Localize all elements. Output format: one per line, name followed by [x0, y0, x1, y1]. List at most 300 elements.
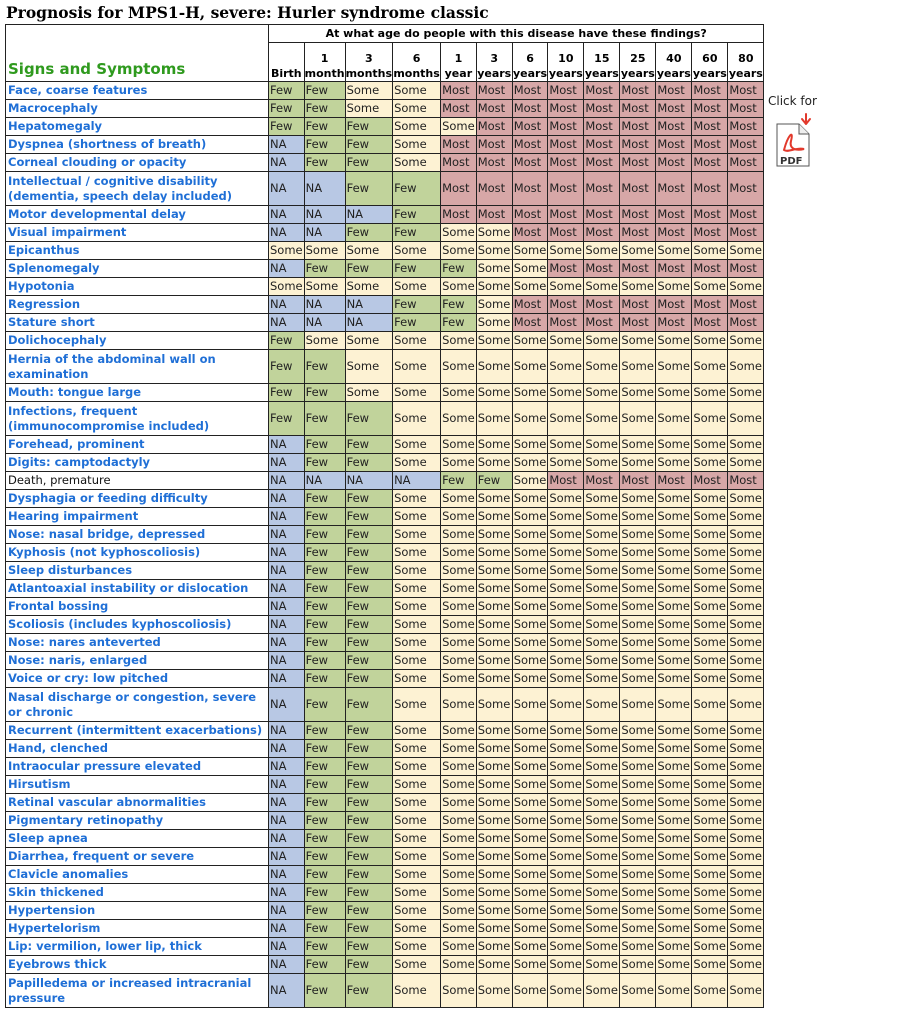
frequency-cell: Some: [584, 670, 620, 688]
symptom-link[interactable]: Nasal discharge or congestion, severe or chronic: [6, 688, 269, 722]
age-header: [304, 43, 345, 82]
frequency-cell: Most: [441, 206, 477, 224]
frequency-cell: Most: [656, 136, 692, 154]
frequency-cell: Some: [393, 454, 441, 472]
frequency-cell: Some: [548, 526, 584, 544]
frequency-cell: Few: [345, 436, 393, 454]
age-header-bottom: years: [692, 67, 727, 80]
frequency-cell: Few: [393, 296, 441, 314]
frequency-cell: NA: [269, 794, 305, 812]
frequency-cell: Some: [728, 740, 764, 758]
frequency-cell: Some: [512, 562, 548, 580]
frequency-cell: Some: [548, 332, 584, 350]
frequency-cell: NA: [304, 314, 345, 332]
symptom-link[interactable]: Diarrhea, frequent or severe: [6, 848, 269, 866]
frequency-cell: Some: [692, 652, 728, 670]
frequency-cell: Few: [269, 82, 305, 100]
age-header-bottom: years: [620, 67, 655, 80]
frequency-cell: Some: [656, 616, 692, 634]
frequency-cell: Most: [584, 136, 620, 154]
frequency-cell: Some: [728, 562, 764, 580]
frequency-cell: Some: [393, 634, 441, 652]
frequency-cell: Some: [620, 278, 656, 296]
frequency-cell: NA: [269, 436, 305, 454]
frequency-cell: Some: [512, 544, 548, 562]
frequency-cell: Some: [620, 402, 656, 436]
frequency-cell: NA: [304, 224, 345, 242]
frequency-cell: Some: [441, 830, 477, 848]
frequency-cell: Some: [393, 866, 441, 884]
frequency-cell: Some: [304, 332, 345, 350]
frequency-cell: Some: [476, 314, 512, 332]
frequency-cell: Some: [548, 350, 584, 384]
frequency-cell: Some: [393, 812, 441, 830]
symptom-link[interactable]: Face, coarse features: [6, 82, 269, 100]
frequency-cell: Some: [728, 544, 764, 562]
table-row: [6, 118, 764, 136]
frequency-cell: Some: [393, 562, 441, 580]
frequency-cell: Most: [692, 172, 728, 206]
table-row: [6, 758, 764, 776]
frequency-cell: Some: [584, 436, 620, 454]
frequency-cell: NA: [345, 206, 393, 224]
age-header: [548, 43, 584, 82]
frequency-cell: Some: [584, 598, 620, 616]
frequency-cell: Some: [692, 436, 728, 454]
frequency-cell: Some: [512, 260, 548, 278]
frequency-cell: Some: [269, 278, 305, 296]
frequency-cell: Some: [620, 242, 656, 260]
frequency-cell: Few: [345, 154, 393, 172]
frequency-cell: Some: [441, 866, 477, 884]
frequency-cell: Some: [441, 436, 477, 454]
frequency-cell: Most: [584, 224, 620, 242]
table-row: [6, 670, 764, 688]
symptom-link[interactable]: Voice or cry: low pitched: [6, 670, 269, 688]
frequency-cell: Some: [476, 544, 512, 562]
frequency-cell: Some: [548, 866, 584, 884]
frequency-cell: Some: [548, 616, 584, 634]
frequency-cell: Some: [393, 848, 441, 866]
frequency-cell: NA: [269, 902, 305, 920]
frequency-cell: Few: [269, 402, 305, 436]
frequency-cell: Some: [656, 688, 692, 722]
table-row: [6, 580, 764, 598]
frequency-cell: Most: [548, 100, 584, 118]
frequency-cell: Some: [656, 436, 692, 454]
frequency-cell: Most: [620, 314, 656, 332]
frequency-cell: Some: [304, 278, 345, 296]
frequency-cell: Some: [728, 242, 764, 260]
frequency-cell: Some: [548, 848, 584, 866]
frequency-cell: Some: [548, 598, 584, 616]
symptom-link[interactable]: Visual impairment: [6, 224, 269, 242]
symptom-link[interactable]: Epicanthus: [6, 242, 269, 260]
frequency-cell: Some: [692, 688, 728, 722]
frequency-cell: Some: [548, 634, 584, 652]
frequency-cell: Some: [512, 242, 548, 260]
frequency-cell: Most: [512, 100, 548, 118]
frequency-cell: Some: [476, 688, 512, 722]
age-header-bottom: months: [345, 67, 393, 80]
symptom-link[interactable]: Retinal vascular abnormalities: [6, 794, 269, 812]
frequency-cell: Some: [548, 938, 584, 956]
frequency-cell: Some: [441, 526, 477, 544]
symptom-link[interactable]: Eyebrows thick: [6, 956, 269, 974]
symptom-link[interactable]: Lip: vermilion, lower lip, thick: [6, 938, 269, 956]
frequency-cell: Some: [393, 740, 441, 758]
symptom-link[interactable]: Recurrent (intermittent exacerbations): [6, 722, 269, 740]
frequency-cell: NA: [269, 830, 305, 848]
frequency-cell: Some: [345, 242, 393, 260]
frequency-cell: Most: [656, 260, 692, 278]
frequency-cell: Some: [393, 758, 441, 776]
frequency-cell: Some: [584, 526, 620, 544]
age-header-bottom: month: [304, 67, 345, 80]
age-question-header: At what age do people with this disease have these findings?: [269, 25, 764, 43]
frequency-cell: Most: [728, 472, 764, 490]
table-row: [6, 562, 764, 580]
frequency-cell: Most: [656, 100, 692, 118]
frequency-cell: Some: [393, 136, 441, 154]
frequency-cell: Some: [441, 884, 477, 902]
symptom-link[interactable]: Hirsutism: [6, 776, 269, 794]
symptom-link[interactable]: Stature short: [6, 314, 269, 332]
symptom-link[interactable]: Hypertelorism: [6, 920, 269, 938]
frequency-cell: NA: [269, 206, 305, 224]
frequency-cell: Few: [441, 314, 477, 332]
frequency-cell: Few: [304, 136, 345, 154]
symptom-link[interactable]: Clavicle anomalies: [6, 866, 269, 884]
frequency-cell: Some: [476, 830, 512, 848]
frequency-cell: Some: [728, 634, 764, 652]
frequency-cell: Most: [584, 172, 620, 206]
frequency-cell: Some: [656, 830, 692, 848]
symptom-link[interactable]: Pigmentary retinopathy: [6, 812, 269, 830]
frequency-cell: Some: [393, 508, 441, 526]
symptom-link[interactable]: Scoliosis (includes kyphoscoliosis): [6, 616, 269, 634]
frequency-cell: Some: [548, 242, 584, 260]
frequency-cell: Few: [345, 722, 393, 740]
frequency-cell: Some: [692, 350, 728, 384]
frequency-cell: Some: [656, 350, 692, 384]
frequency-cell: Some: [512, 384, 548, 402]
frequency-cell: Some: [728, 616, 764, 634]
frequency-cell: NA: [269, 812, 305, 830]
frequency-cell: Some: [584, 722, 620, 740]
frequency-cell: Some: [692, 776, 728, 794]
frequency-cell: Some: [393, 100, 441, 118]
frequency-cell: Few: [345, 812, 393, 830]
frequency-cell: Some: [476, 938, 512, 956]
frequency-cell: Most: [620, 136, 656, 154]
frequency-cell: Some: [584, 884, 620, 902]
frequency-cell: Some: [728, 956, 764, 974]
frequency-cell: Some: [584, 350, 620, 384]
frequency-cell: Most: [548, 118, 584, 136]
frequency-cell: Some: [656, 402, 692, 436]
frequency-cell: Most: [692, 206, 728, 224]
symptom-link[interactable]: Dysphagia or feeding difficulty: [6, 490, 269, 508]
table-row: [6, 722, 764, 740]
table-row: [6, 278, 764, 296]
frequency-cell: Some: [393, 920, 441, 938]
frequency-cell: NA: [304, 206, 345, 224]
frequency-cell: Most: [692, 472, 728, 490]
pdf-download: [768, 94, 828, 167]
frequency-cell: Some: [620, 688, 656, 722]
frequency-cell: Most: [656, 314, 692, 332]
table-row: [6, 172, 764, 206]
frequency-cell: Some: [548, 920, 584, 938]
frequency-cell: Some: [584, 616, 620, 634]
frequency-cell: Some: [548, 278, 584, 296]
frequency-cell: Some: [620, 794, 656, 812]
frequency-cell: Some: [512, 526, 548, 544]
symptom-link[interactable]: Atlantoaxial instability or dislocation: [6, 580, 269, 598]
frequency-cell: NA: [269, 260, 305, 278]
symptom-link[interactable]: Kyphosis (not kyphoscoliosis): [6, 544, 269, 562]
frequency-cell: Some: [548, 722, 584, 740]
frequency-cell: Some: [692, 598, 728, 616]
symptom-link[interactable]: Corneal clouding or opacity: [6, 154, 269, 172]
symptom-link[interactable]: Dyspnea (shortness of breath): [6, 136, 269, 154]
age-header-top: 25: [630, 52, 646, 65]
frequency-cell: Some: [620, 956, 656, 974]
frequency-cell: Few: [304, 812, 345, 830]
symptom-link[interactable]: Skin thickened: [6, 884, 269, 902]
frequency-cell: Few: [269, 350, 305, 384]
frequency-cell: Some: [512, 472, 548, 490]
frequency-cell: Some: [512, 508, 548, 526]
frequency-cell: Some: [393, 526, 441, 544]
age-header-top: 3: [490, 52, 499, 65]
table-row: [6, 884, 764, 902]
frequency-cell: Some: [476, 454, 512, 472]
frequency-cell: Some: [393, 652, 441, 670]
symptom-link[interactable]: Hand, clenched: [6, 740, 269, 758]
frequency-cell: Few: [345, 794, 393, 812]
frequency-cell: Most: [728, 82, 764, 100]
frequency-cell: Some: [476, 740, 512, 758]
symptom-link[interactable]: Frontal bossing: [6, 598, 269, 616]
frequency-cell: Some: [441, 652, 477, 670]
symptom-link[interactable]: Hearing impairment: [6, 508, 269, 526]
frequency-cell: Some: [548, 670, 584, 688]
frequency-cell: Some: [656, 242, 692, 260]
frequency-cell: Few: [345, 866, 393, 884]
symptom-link[interactable]: Intraocular pressure elevated: [6, 758, 269, 776]
frequency-cell: Some: [620, 920, 656, 938]
frequency-cell: Few: [304, 956, 345, 974]
frequency-cell: Some: [692, 884, 728, 902]
symptom-link[interactable]: Hypotonia: [6, 278, 269, 296]
frequency-cell: Some: [548, 758, 584, 776]
frequency-cell: Some: [441, 634, 477, 652]
pdf-icon[interactable]: [772, 113, 816, 169]
frequency-cell: Some: [512, 490, 548, 508]
symptom-link[interactable]: Papilledema or increased intracranial pressure: [6, 974, 269, 1008]
symptom-link[interactable]: Hypertension: [6, 902, 269, 920]
symptom-link[interactable]: Hernia of the abdominal wall on examination: [6, 350, 269, 384]
frequency-cell: NA: [269, 848, 305, 866]
frequency-cell: Some: [512, 580, 548, 598]
frequency-cell: Most: [476, 82, 512, 100]
symptom-link[interactable]: Hepatomegaly: [6, 118, 269, 136]
frequency-cell: Some: [584, 652, 620, 670]
symptom-link[interactable]: Regression: [6, 296, 269, 314]
age-header-top: 60: [702, 52, 718, 65]
frequency-cell: Few: [304, 740, 345, 758]
symptom-link[interactable]: Splenomegaly: [6, 260, 269, 278]
frequency-cell: Some: [441, 938, 477, 956]
frequency-cell: Some: [620, 902, 656, 920]
frequency-cell: Few: [345, 544, 393, 562]
frequency-cell: Some: [584, 562, 620, 580]
frequency-cell: NA: [269, 670, 305, 688]
symptom-link[interactable]: Sleep apnea: [6, 830, 269, 848]
frequency-cell: Most: [512, 296, 548, 314]
frequency-cell: Most: [656, 206, 692, 224]
frequency-cell: Most: [620, 224, 656, 242]
table-row: [6, 296, 764, 314]
frequency-cell: Some: [692, 920, 728, 938]
frequency-cell: Most: [584, 472, 620, 490]
frequency-cell: Some: [393, 616, 441, 634]
symptom-link[interactable]: Forehead, prominent: [6, 436, 269, 454]
signs-header: Signs and Symptoms: [6, 25, 269, 82]
frequency-cell: Some: [441, 490, 477, 508]
table-row: [6, 544, 764, 562]
frequency-cell: Few: [441, 260, 477, 278]
symptom-link[interactable]: Infections, frequent (immunocompromise included): [6, 402, 269, 436]
symptom-link[interactable]: Dolichocephaly: [6, 332, 269, 350]
frequency-cell: Most: [441, 100, 477, 118]
frequency-cell: Few: [304, 580, 345, 598]
frequency-cell: Some: [692, 242, 728, 260]
frequency-cell: Some: [584, 544, 620, 562]
symptom-link[interactable]: Nose: nares anteverted: [6, 634, 269, 652]
frequency-cell: Few: [441, 296, 477, 314]
frequency-cell: Some: [656, 454, 692, 472]
symptom-link[interactable]: Mouth: tongue large: [6, 384, 269, 402]
frequency-cell: Some: [584, 454, 620, 472]
table-row: [6, 100, 764, 118]
frequency-cell: Few: [304, 848, 345, 866]
frequency-cell: Some: [620, 848, 656, 866]
frequency-cell: Most: [728, 296, 764, 314]
symptom-link[interactable]: Digits: camptodactyly: [6, 454, 269, 472]
age-header-bottom: years: [548, 67, 583, 80]
frequency-cell: Some: [393, 580, 441, 598]
frequency-cell: Most: [620, 82, 656, 100]
frequency-cell: Some: [476, 242, 512, 260]
frequency-cell: Most: [441, 136, 477, 154]
frequency-cell: NA: [269, 472, 305, 490]
frequency-cell: Most: [584, 82, 620, 100]
frequency-cell: Some: [512, 652, 548, 670]
symptom-link[interactable]: Intellectual / cognitive disability (dementia, speech delay included): [6, 172, 269, 206]
frequency-cell: Few: [304, 902, 345, 920]
frequency-cell: Some: [728, 670, 764, 688]
frequency-cell: Some: [620, 454, 656, 472]
frequency-cell: Some: [548, 884, 584, 902]
frequency-cell: Few: [345, 938, 393, 956]
frequency-cell: Some: [656, 884, 692, 902]
frequency-cell: Some: [728, 436, 764, 454]
frequency-cell: Most: [728, 206, 764, 224]
frequency-cell: NA: [269, 866, 305, 884]
frequency-cell: Some: [692, 866, 728, 884]
frequency-cell: Most: [476, 206, 512, 224]
frequency-cell: Some: [620, 580, 656, 598]
frequency-cell: Some: [441, 332, 477, 350]
frequency-cell: NA: [269, 154, 305, 172]
symptom-link[interactable]: Sleep disturbances: [6, 562, 269, 580]
table-row: [6, 956, 764, 974]
frequency-cell: NA: [269, 758, 305, 776]
frequency-cell: Some: [584, 866, 620, 884]
age-header-top: 3: [365, 52, 373, 65]
frequency-cell: Most: [548, 296, 584, 314]
age-header-bottom: months: [393, 67, 440, 80]
frequency-cell: Some: [728, 758, 764, 776]
frequency-cell: Some: [584, 242, 620, 260]
frequency-cell: Most: [692, 296, 728, 314]
frequency-cell: Some: [728, 938, 764, 956]
frequency-cell: Few: [269, 118, 305, 136]
symptom-link[interactable]: Nose: naris, enlarged: [6, 652, 269, 670]
frequency-cell: Some: [692, 454, 728, 472]
age-header: [345, 43, 393, 82]
frequency-cell: Some: [584, 920, 620, 938]
frequency-cell: Some: [393, 118, 441, 136]
age-header-top: 15: [594, 52, 610, 65]
frequency-cell: Most: [584, 118, 620, 136]
frequency-cell: Some: [393, 938, 441, 956]
frequency-cell: Some: [584, 776, 620, 794]
frequency-cell: Some: [393, 332, 441, 350]
frequency-cell: Some: [345, 278, 393, 296]
frequency-cell: Some: [441, 544, 477, 562]
frequency-cell: Some: [345, 350, 393, 384]
frequency-cell: Some: [692, 490, 728, 508]
symptom-link[interactable]: Nose: nasal bridge, depressed: [6, 526, 269, 544]
frequency-cell: Some: [393, 902, 441, 920]
frequency-cell: Some: [441, 616, 477, 634]
frequency-cell: Some: [656, 634, 692, 652]
frequency-cell: Some: [512, 740, 548, 758]
frequency-cell: Most: [584, 154, 620, 172]
frequency-cell: Some: [345, 384, 393, 402]
frequency-cell: Some: [584, 812, 620, 830]
frequency-cell: NA: [269, 172, 305, 206]
table-row: [6, 938, 764, 956]
frequency-cell: Some: [512, 278, 548, 296]
frequency-cell: Most: [692, 136, 728, 154]
frequency-cell: NA: [269, 776, 305, 794]
frequency-cell: Some: [393, 722, 441, 740]
symptom-link[interactable]: Macrocephaly: [6, 100, 269, 118]
frequency-cell: Some: [620, 634, 656, 652]
frequency-cell: Some: [692, 956, 728, 974]
frequency-cell: Few: [304, 384, 345, 402]
symptom-link[interactable]: Motor developmental delay: [6, 206, 269, 224]
frequency-cell: Some: [620, 812, 656, 830]
frequency-cell: Most: [728, 224, 764, 242]
frequency-cell: Some: [512, 974, 548, 1008]
age-header: [512, 43, 548, 82]
